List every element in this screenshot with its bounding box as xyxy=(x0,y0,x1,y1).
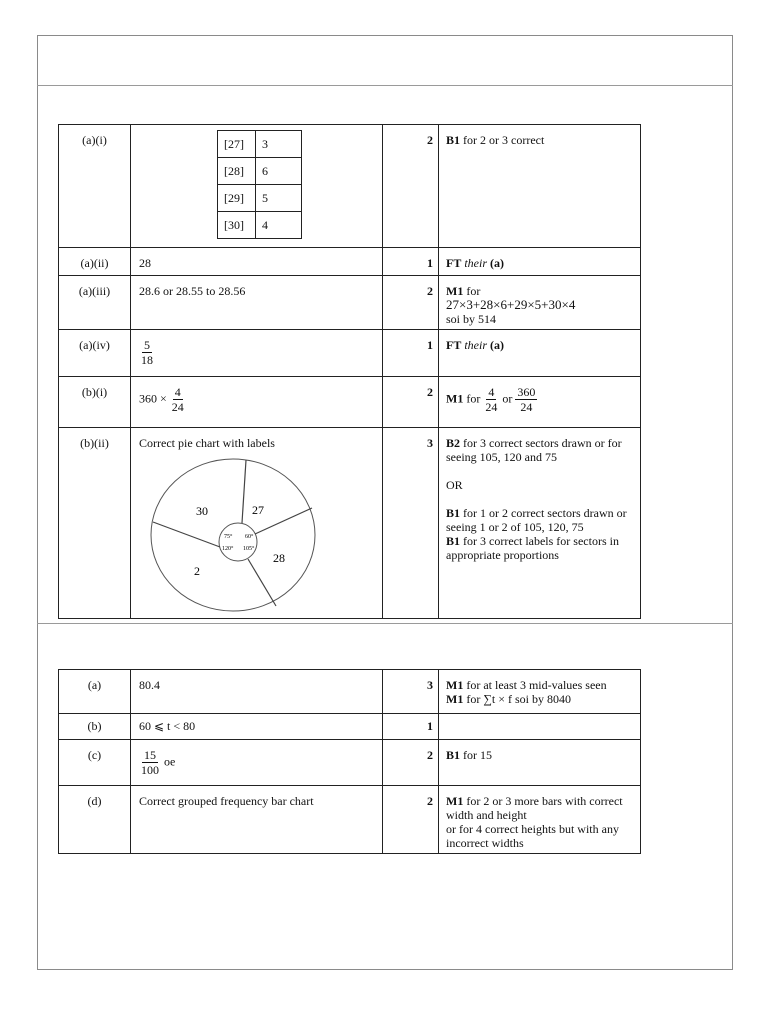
guidance xyxy=(439,786,641,854)
row-a xyxy=(59,670,641,714)
mark-code: B2 xyxy=(446,436,461,450)
sector-line xyxy=(242,460,246,523)
pie-chart-sketch xyxy=(149,454,382,615)
frequency-value: 6 xyxy=(256,158,302,185)
guidance-italic: their xyxy=(461,338,491,352)
part-label: (b)(i) xyxy=(59,377,131,428)
answer-fraction xyxy=(139,338,155,367)
frequency-row xyxy=(218,185,302,212)
answer: 28.6 or 28.55 to 28.56 xyxy=(131,276,383,330)
guidance-fraction-1 xyxy=(483,385,499,414)
guidance-ref: (a) xyxy=(490,256,505,270)
pie-label: 28 xyxy=(273,551,285,565)
answer-prefix: 360 × xyxy=(139,391,167,406)
pie-label: 30 xyxy=(196,504,208,518)
mark-code: M1 xyxy=(446,678,464,692)
guidance-italic: their xyxy=(461,256,491,270)
header-divider xyxy=(37,85,733,86)
frequency-row xyxy=(218,158,302,185)
value-label: [28] xyxy=(218,158,256,185)
guidance xyxy=(439,248,641,276)
guidance-text: for 3 correct sectors drawn or for seeing 105, 120 and 75 xyxy=(446,436,622,464)
marks: 1 xyxy=(383,714,439,740)
numerator: 5 xyxy=(144,338,150,352)
row-a-ii xyxy=(59,248,641,276)
guidance-text: for 1 or 2 correct sectors drawn or seeing 1 or 2 of 105, 120, 75 xyxy=(446,506,627,534)
q1-markscheme-table xyxy=(58,124,641,619)
guidance-soi: soi by 514 xyxy=(446,312,497,326)
guidance xyxy=(439,330,641,377)
value-label: [27] xyxy=(218,131,256,158)
row-c xyxy=(59,740,641,786)
guidance-text: for at least 3 mid-values seen xyxy=(463,678,607,692)
frequency-table xyxy=(217,130,302,239)
guidance-text: or for 4 correct heights but with any incorrect widths xyxy=(446,822,619,850)
marks: 2 xyxy=(383,276,439,330)
numerator: 4 xyxy=(174,385,181,399)
guidance-text: for ∑t × f soi by 8040 xyxy=(463,692,571,706)
answer: Correct pie chart with labels xyxy=(139,436,275,450)
part-label: (a)(iv) xyxy=(59,330,131,377)
mark-code: M1 xyxy=(446,391,464,406)
row-b xyxy=(59,714,641,740)
mark-code: B1 xyxy=(446,748,461,762)
or-text: OR xyxy=(446,478,463,492)
guidance xyxy=(439,377,641,428)
part-label: (a)(iii) xyxy=(59,276,131,330)
numerator: 4 xyxy=(488,385,495,399)
part-label: (b) xyxy=(59,714,131,740)
answer-suffix: oe xyxy=(164,754,176,769)
part-label: (a)(ii) xyxy=(59,248,131,276)
row-d xyxy=(59,786,641,854)
part-label: (a)(i) xyxy=(59,125,131,248)
mark-code: B1 xyxy=(446,534,461,548)
guidance xyxy=(439,714,641,740)
guidance-text: for xyxy=(463,284,481,298)
marks: 2 xyxy=(383,125,439,248)
q2-markscheme-table xyxy=(58,669,641,854)
denominator: 24 xyxy=(520,400,533,414)
marks: 2 xyxy=(383,740,439,786)
answer: Correct grouped frequency bar chart xyxy=(131,786,383,854)
numerator: 360 xyxy=(517,385,536,399)
answer-fraction xyxy=(139,748,161,777)
guidance xyxy=(439,276,641,330)
denominator: 100 xyxy=(141,763,159,777)
sector-line xyxy=(248,559,276,606)
denominator: 24 xyxy=(485,400,498,414)
part-label: (b)(ii) xyxy=(59,428,131,619)
guidance-fraction-2 xyxy=(515,385,537,414)
marks: 3 xyxy=(383,670,439,714)
question-divider xyxy=(37,623,733,624)
marks: 2 xyxy=(383,377,439,428)
answer-cell xyxy=(131,377,383,428)
expression: 27×3+28×6+29×5+30×4 xyxy=(446,297,576,312)
sector-line xyxy=(153,522,220,547)
answer-cell xyxy=(131,428,383,619)
answer: 60 ⩽ t < 80 xyxy=(131,714,383,740)
mark-code: M1 xyxy=(446,794,464,808)
row-a-i xyxy=(59,125,641,248)
answer-fraction xyxy=(170,385,186,414)
denominator: 24 xyxy=(171,400,184,414)
guidance-ref: (a) xyxy=(490,338,505,352)
angle-label: 105° xyxy=(243,546,255,552)
part-label: (c) xyxy=(59,740,131,786)
guidance xyxy=(439,740,641,786)
row-b-ii xyxy=(59,428,641,619)
answer: 80.4 xyxy=(131,670,383,714)
row-b-i xyxy=(59,377,641,428)
guidance-text: for 2 or 3 more bars with correct width and height xyxy=(446,794,623,822)
guidance xyxy=(439,125,641,248)
or-text: or xyxy=(502,391,513,406)
pie-center-circle xyxy=(219,523,257,561)
marks: 3 xyxy=(383,428,439,619)
frequency-row xyxy=(218,131,302,158)
mark-code: FT xyxy=(446,338,462,352)
frequency-value: 4 xyxy=(256,212,302,239)
numerator: 15 xyxy=(144,748,156,762)
answer-cell xyxy=(131,330,383,377)
guidance xyxy=(439,670,641,714)
frequency-value: 5 xyxy=(256,185,302,212)
pie-label: 2 xyxy=(194,564,200,578)
answer-cell xyxy=(131,740,383,786)
frequency-value: 3 xyxy=(256,131,302,158)
guidance-text: for 3 correct labels for sectors in appropriate proportions xyxy=(446,534,619,562)
guidance-text: for xyxy=(463,391,481,406)
angle-label: 75° xyxy=(224,534,233,540)
angle-label: 120° xyxy=(222,546,234,552)
part-label: (a) xyxy=(59,670,131,714)
mark-code: B1 xyxy=(446,133,461,147)
answer: 28 xyxy=(131,248,383,276)
marks: 1 xyxy=(383,248,439,276)
pie-outline xyxy=(151,459,315,611)
mark-code: M1 xyxy=(446,692,464,706)
mark-code: M1 xyxy=(446,284,464,298)
value-label: [29] xyxy=(218,185,256,212)
part-label: (d) xyxy=(59,786,131,854)
marks: 1 xyxy=(383,330,439,377)
row-a-iii xyxy=(59,276,641,330)
angle-label: 60° xyxy=(245,534,254,540)
guidance xyxy=(439,428,641,619)
frequency-row xyxy=(218,212,302,239)
mark-code: B1 xyxy=(446,506,461,520)
marks: 2 xyxy=(383,786,439,854)
denominator: 18 xyxy=(141,353,153,367)
mark-code: FT xyxy=(446,256,462,270)
answer-cell xyxy=(131,125,383,248)
pie-chart-svg xyxy=(149,454,321,612)
row-a-iv xyxy=(59,330,641,377)
guidance-text: for 2 or 3 correct xyxy=(460,133,545,147)
pie-label: 27 xyxy=(252,503,264,517)
value-label: [30] xyxy=(218,212,256,239)
guidance-text: for 15 xyxy=(460,748,493,762)
